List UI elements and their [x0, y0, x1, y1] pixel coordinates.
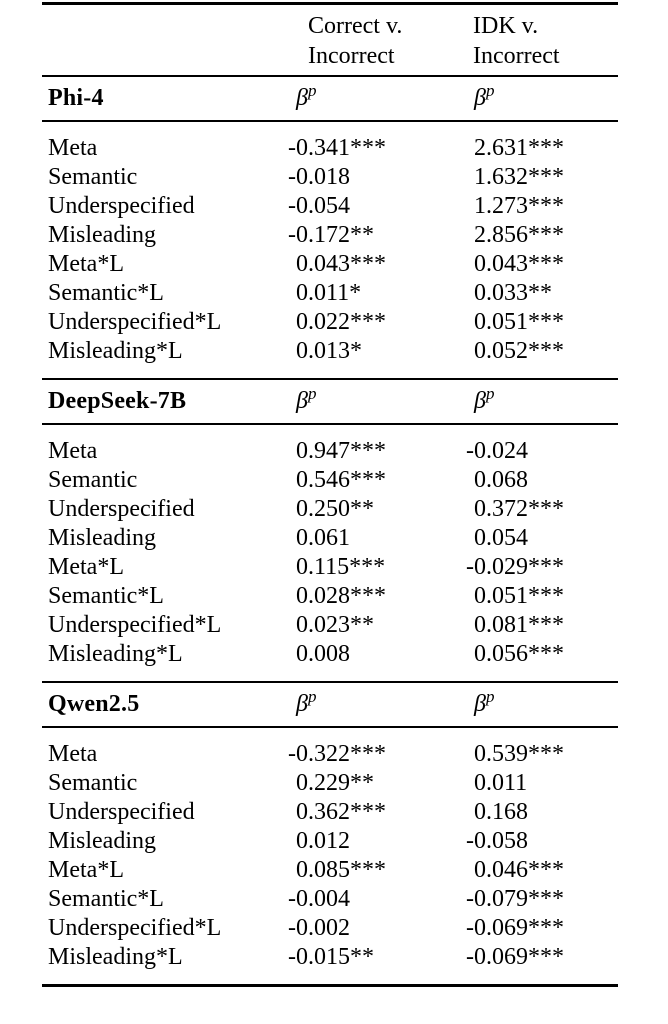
bottom-rule: [42, 984, 618, 987]
predictor-label: Misleading*L: [48, 338, 183, 364]
coef-idk-v-incorrect: -0.058: [466, 828, 528, 854]
predictor-label: Underspecified*L: [48, 612, 222, 638]
coef-idk-v-incorrect: 0.011: [474, 770, 528, 796]
beta-superscript: p: [485, 687, 495, 706]
table-row: [42, 740, 618, 769]
predictor-label: Misleading: [48, 222, 156, 248]
coef-correct-v-incorrect: 0.229**: [296, 770, 374, 796]
coef-idk-v-incorrect: -0.079***: [466, 886, 564, 912]
beta-glyph: β: [296, 388, 308, 414]
table-row: [42, 466, 618, 495]
table-row: [42, 524, 618, 553]
predictor-label: Semantic: [48, 467, 138, 493]
beta-superscript: p: [307, 384, 317, 403]
predictor-label: Meta: [48, 741, 98, 767]
predictor-label: Meta*L: [48, 251, 124, 277]
table-row: [42, 885, 618, 914]
coef-correct-v-incorrect: -0.322***: [288, 741, 386, 767]
table-row: [42, 798, 618, 827]
predictor-label: Meta*L: [48, 554, 124, 580]
predictor-label: Underspecified: [48, 496, 195, 522]
coef-correct-v-incorrect: 0.546***: [296, 467, 386, 493]
coef-correct-v-incorrect: 0.028***: [296, 583, 386, 609]
beta-p-symbol: [288, 386, 466, 417]
predictor-label: Misleading*L: [48, 944, 183, 970]
beta-p-symbol: [288, 689, 466, 720]
coef-correct-v-incorrect: 0.043***: [296, 251, 386, 277]
coef-correct-v-incorrect: 0.250**: [296, 496, 374, 522]
coef-idk-v-incorrect: 2.856***: [474, 222, 564, 248]
table-row: [42, 337, 618, 366]
beta-p-symbol: [466, 689, 618, 720]
coef-idk-v-incorrect: -0.069***: [466, 944, 564, 970]
coef-idk-v-incorrect: 0.068: [474, 467, 528, 493]
coef-idk-v-incorrect: 0.372***: [474, 496, 564, 522]
predictor-label: Meta: [48, 135, 98, 161]
column-header-idk-v-incorrect: [466, 11, 618, 71]
table-row: [42, 582, 618, 611]
beta-glyph: β: [296, 85, 308, 111]
table-row: [42, 943, 618, 972]
coef-correct-v-incorrect: -0.002: [288, 915, 350, 941]
predictor-label: Semantic*L: [48, 583, 164, 609]
coef-correct-v-incorrect: -0.172**: [288, 222, 374, 248]
table-row: [42, 163, 618, 192]
model-name: DeepSeek-7B: [48, 388, 187, 414]
model-header-row-deepseek-7b: [42, 380, 618, 423]
predictor-label: Underspecified*L: [48, 309, 222, 335]
coef-correct-v-incorrect: -0.018: [288, 164, 350, 190]
coef-idk-v-incorrect: 0.168: [474, 799, 528, 825]
coef-correct-v-incorrect: -0.004: [288, 886, 350, 912]
coef-idk-v-incorrect: 0.043***: [474, 251, 564, 277]
table-row: [42, 250, 618, 279]
table-row: [42, 495, 618, 524]
coef-correct-v-incorrect: 0.061: [296, 525, 350, 551]
coef-idk-v-incorrect: 0.539***: [474, 741, 564, 767]
predictor-label: Misleading*L: [48, 641, 183, 667]
coef-idk-v-incorrect: 0.051***: [474, 583, 564, 609]
predictor-label: Semantic*L: [48, 280, 164, 306]
coef-idk-v-incorrect: -0.069***: [466, 915, 564, 941]
table-row: [42, 437, 618, 466]
predictor-label: Semantic*L: [48, 886, 164, 912]
beta-p-symbol: [466, 83, 618, 114]
coef-correct-v-incorrect: -0.015**: [288, 944, 374, 970]
coef-idk-v-incorrect: -0.029***: [466, 554, 564, 580]
coef-correct-v-incorrect: -0.341***: [288, 135, 386, 161]
coef-idk-v-incorrect: 1.632***: [474, 164, 564, 190]
coef-idk-v-incorrect: 1.273***: [474, 193, 564, 219]
predictor-label: Misleading: [48, 525, 156, 551]
table-row: [42, 611, 618, 640]
model-header-row-phi-4: [42, 77, 618, 120]
predictor-label: Underspecified*L: [48, 915, 222, 941]
table-row: [42, 640, 618, 669]
coef-correct-v-incorrect: 0.947***: [296, 438, 386, 464]
data-block-deepseek-7b: [42, 425, 618, 681]
beta-glyph: β: [296, 691, 308, 717]
model-name: Phi-4: [48, 85, 104, 111]
model-name: Qwen2.5: [48, 691, 140, 717]
table-row: [42, 134, 618, 163]
model-header-row-qwen2-5: [42, 683, 618, 726]
coef-idk-v-incorrect: 0.056***: [474, 641, 564, 667]
beta-superscript: p: [485, 384, 495, 403]
predictor-label: Misleading: [48, 828, 156, 854]
predictor-label: Semantic: [48, 164, 138, 190]
table-row: [42, 279, 618, 308]
column-header-line: Incorrect: [308, 43, 395, 69]
coef-correct-v-incorrect: 0.115***: [296, 554, 386, 580]
coef-idk-v-incorrect: 0.054: [474, 525, 528, 551]
beta-p-symbol: [288, 83, 466, 114]
data-block-phi-4: [42, 122, 618, 378]
column-header-correct-v-incorrect: [288, 11, 466, 71]
regression-table: [42, 2, 618, 987]
coef-idk-v-incorrect: 0.033**: [474, 280, 552, 306]
table-row: [42, 308, 618, 337]
table-row: [42, 856, 618, 885]
column-header-line: Correct v.: [308, 13, 403, 39]
predictor-label: Semantic: [48, 770, 138, 796]
coef-idk-v-incorrect: 0.046***: [474, 857, 564, 883]
beta-glyph: β: [474, 691, 486, 717]
beta-glyph: β: [474, 388, 486, 414]
coef-correct-v-incorrect: 0.022***: [296, 309, 386, 335]
table-row: [42, 914, 618, 943]
predictor-label: Underspecified: [48, 193, 195, 219]
coef-idk-v-incorrect: 2.631***: [474, 135, 564, 161]
coef-correct-v-incorrect: 0.008: [296, 641, 350, 667]
coef-idk-v-incorrect: 0.051***: [474, 309, 564, 335]
table-row: [42, 192, 618, 221]
coef-correct-v-incorrect: 0.362***: [296, 799, 386, 825]
empty-header-cell: [42, 11, 288, 71]
coef-idk-v-incorrect: -0.024: [466, 438, 528, 464]
coef-correct-v-incorrect: 0.085***: [296, 857, 386, 883]
coef-idk-v-incorrect: 0.081***: [474, 612, 564, 638]
table-row: [42, 827, 618, 856]
beta-glyph: β: [474, 85, 486, 111]
table-row: [42, 221, 618, 250]
data-block-qwen2-5: [42, 728, 618, 984]
column-header-line: IDK v.: [473, 13, 539, 39]
coef-correct-v-incorrect: 0.011*: [296, 280, 362, 306]
beta-p-symbol: [466, 386, 618, 417]
coef-correct-v-incorrect: -0.054: [288, 193, 350, 219]
coef-correct-v-incorrect: 0.023**: [296, 612, 374, 638]
predictor-label: Meta: [48, 438, 98, 464]
predictor-label: Meta*L: [48, 857, 124, 883]
beta-superscript: p: [307, 687, 317, 706]
table-row: [42, 769, 618, 798]
column-header-line: Incorrect: [473, 43, 560, 69]
coef-correct-v-incorrect: 0.012: [296, 828, 350, 854]
predictor-label: Underspecified: [48, 799, 195, 825]
table-row: [42, 553, 618, 582]
coef-idk-v-incorrect: 0.052***: [474, 338, 564, 364]
beta-superscript: p: [307, 81, 317, 100]
beta-superscript: p: [485, 81, 495, 100]
column-header-row: [42, 5, 618, 75]
coef-correct-v-incorrect: 0.013*: [296, 338, 362, 364]
